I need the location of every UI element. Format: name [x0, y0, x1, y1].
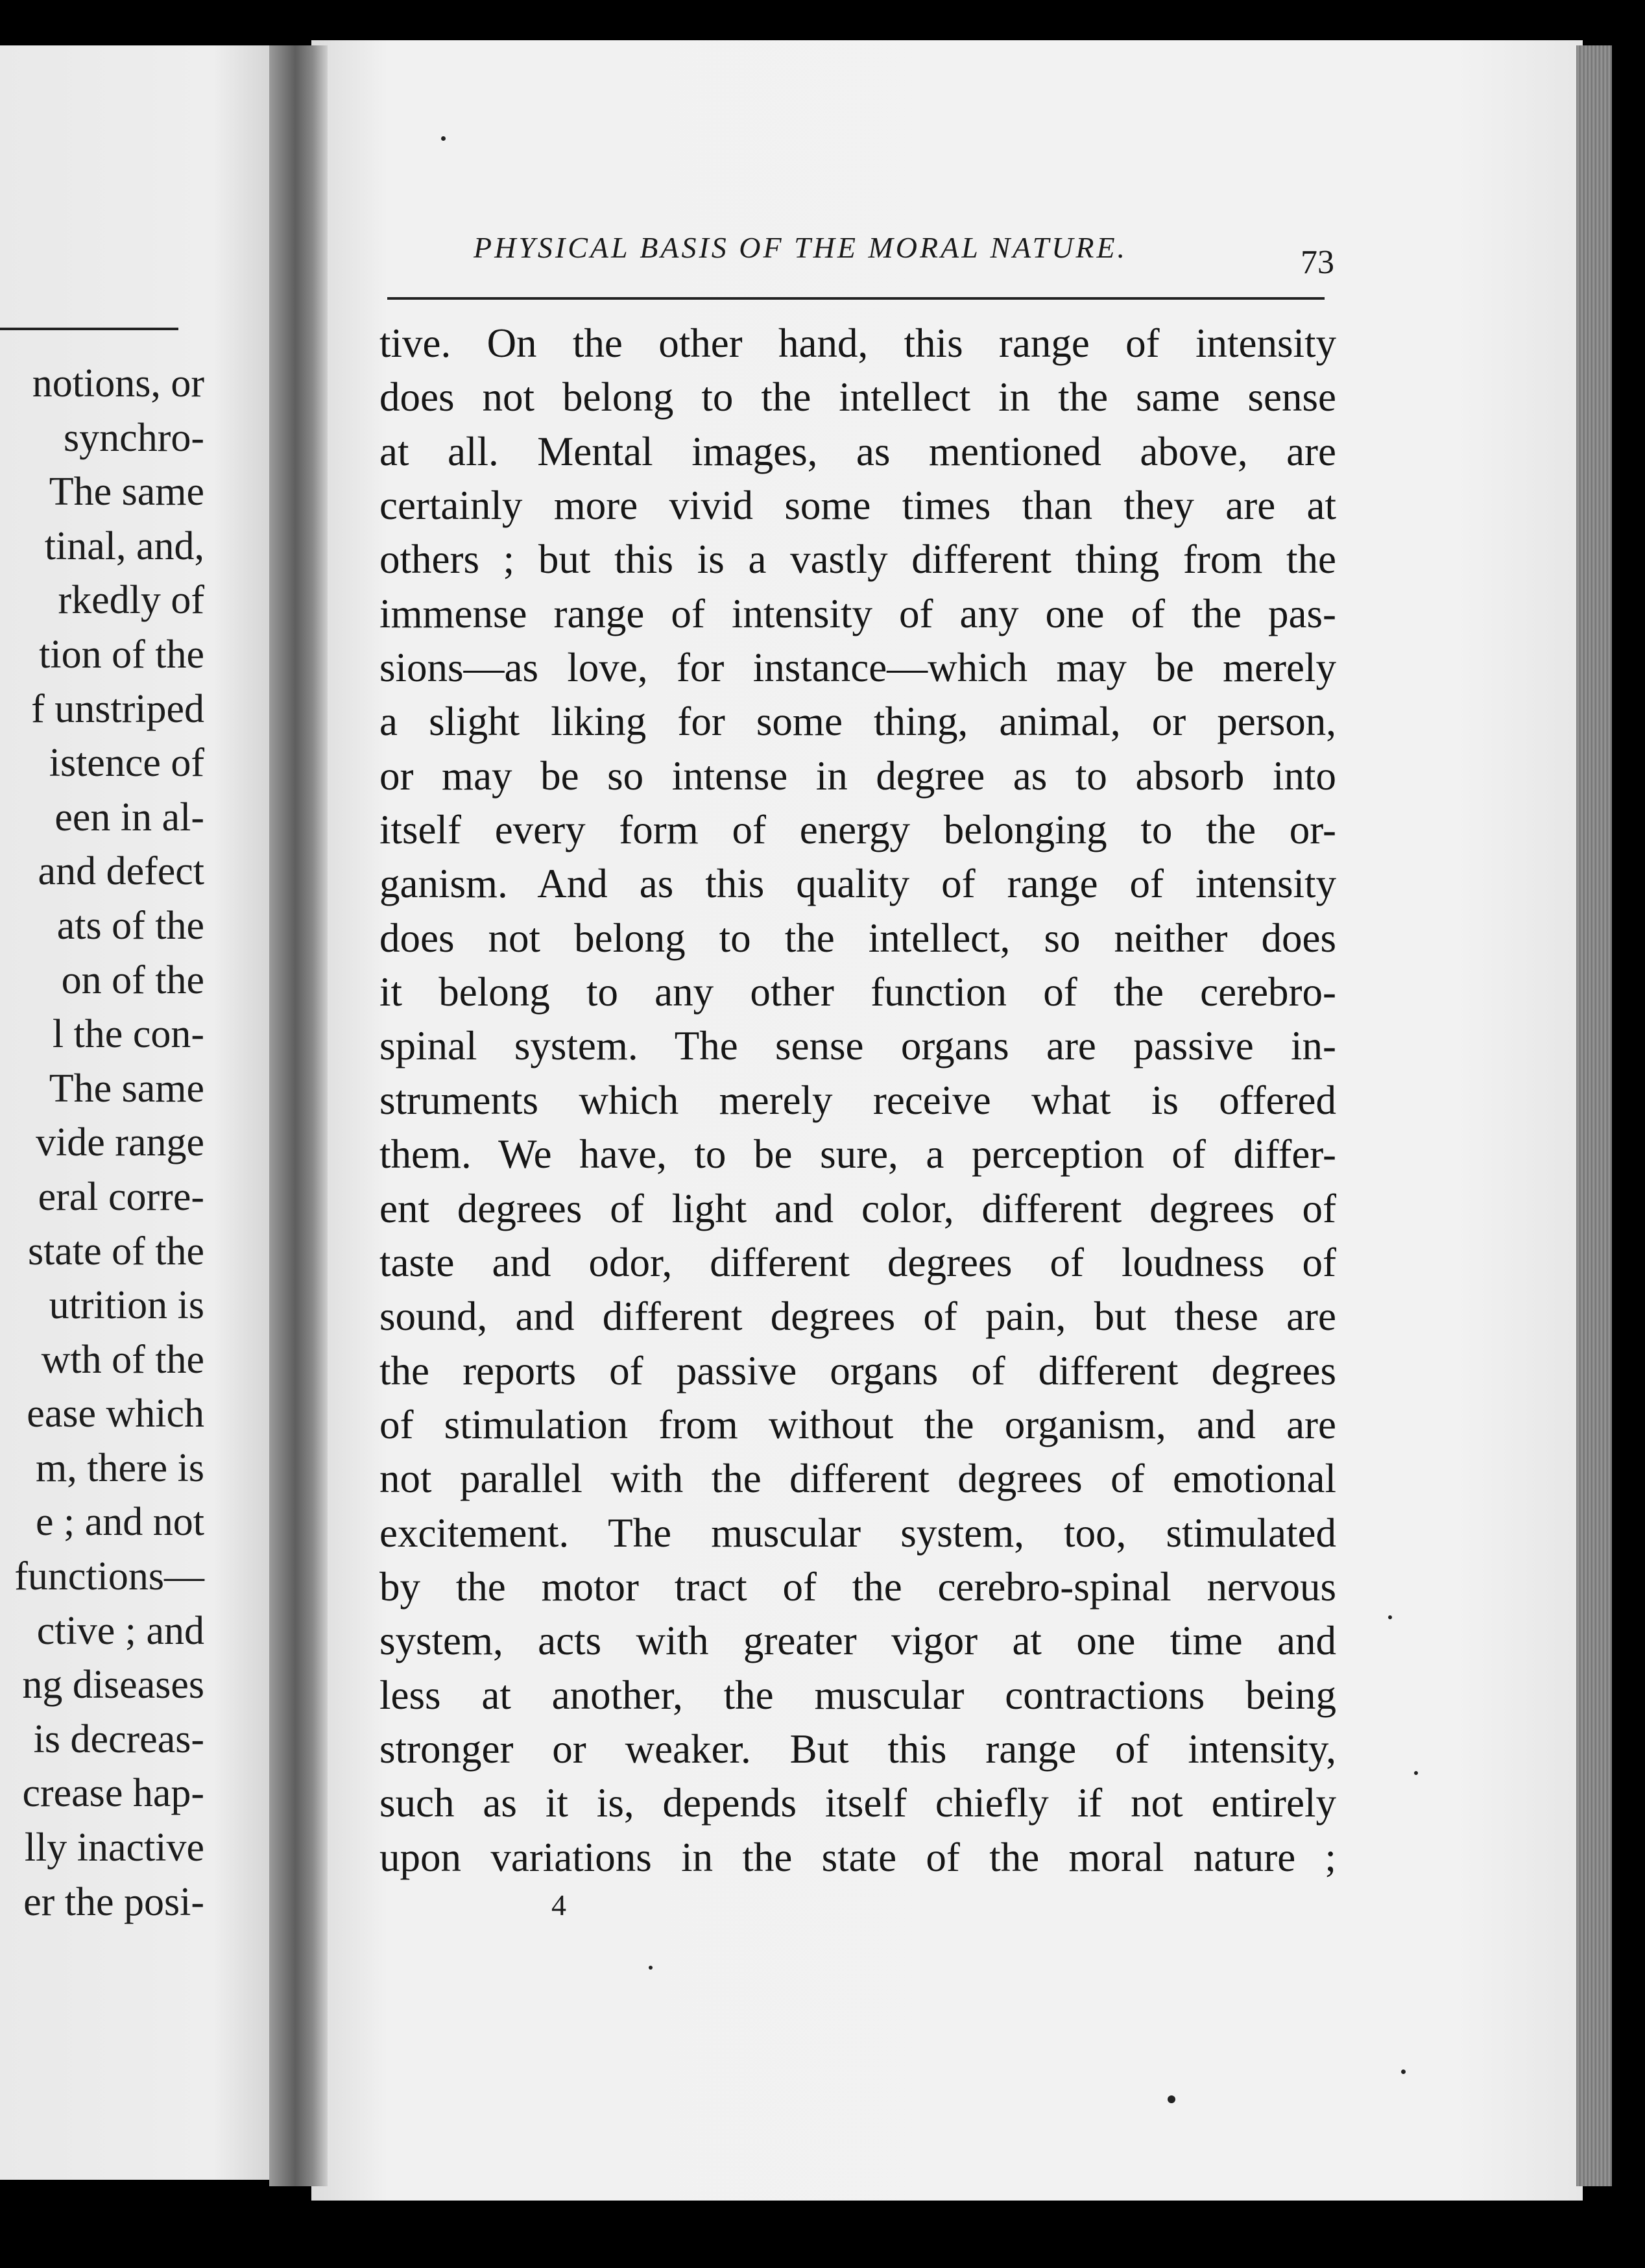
text-line: the reports of passive organs of different degrees: [379, 1347, 1336, 1393]
left-line: istence of: [49, 741, 204, 786]
left-page-head-rule: [0, 328, 178, 330]
text-line: sions—as love, for instance—which may be merely: [379, 645, 1336, 691]
text-line: ganism. And as this quality of range of intensity: [379, 861, 1336, 907]
text-line: of stimulation from without the organism, and are: [379, 1401, 1336, 1447]
left-line: state of the: [27, 1229, 204, 1273]
text-line: itself every form of energy belonging to the or-: [379, 807, 1336, 853]
text-line: certainly more vivid some times than they are at: [379, 483, 1336, 529]
text-line: others ; but this is a vastly different thing from the: [379, 537, 1336, 583]
left-line: ctive ; and: [36, 1608, 204, 1653]
left-page: [0, 45, 305, 2180]
text-line: a slight liking for some thing, animal, or person,: [379, 699, 1336, 745]
text-line: system, acts with greater vigor at one time and: [379, 1618, 1336, 1664]
left-line: on of the: [61, 958, 204, 1002]
text-line: excitement. The muscular system, too, stimulated: [379, 1510, 1336, 1556]
text-line: or may be so intense in degree as to absorb into: [379, 753, 1336, 799]
left-line: synchro-: [64, 415, 204, 460]
text-line: such as it is, depends itself chiefly if not entirely: [379, 1780, 1336, 1826]
text-line: stronger or weaker. But this range of intensity,: [379, 1726, 1336, 1772]
left-line: er the posi-: [23, 1879, 204, 1924]
body-text: [379, 317, 1336, 1885]
left-line: een in al-: [54, 795, 204, 839]
left-line: utrition is: [49, 1283, 204, 1328]
left-line: is decreas-: [33, 1717, 204, 1761]
page-edges: [1576, 45, 1612, 2186]
left-line: ats of the: [56, 903, 204, 948]
left-line: ease which: [27, 1392, 204, 1436]
left-line: l the con-: [52, 1012, 204, 1057]
text-line: tive. On the other hand, this range of intensity: [379, 320, 1336, 366]
left-line: tion of the: [39, 632, 204, 677]
left-page-text: [14, 357, 204, 1929]
left-line: rkedly of: [58, 578, 204, 623]
text-line: not parallel with the different degrees of emotional: [379, 1456, 1336, 1502]
left-line: ng diseases: [22, 1663, 204, 1707]
page-number: 73: [1301, 244, 1334, 281]
text-line: ent degrees of light and color, different degrees of: [379, 1185, 1336, 1231]
head-rule: [387, 297, 1325, 300]
text-line: it belong to any other function of the cerebro-: [379, 969, 1336, 1015]
text-line: immense range of intensity of any one of the pas-: [379, 590, 1336, 636]
left-line: lly inactive: [24, 1826, 204, 1870]
left-line: The same: [49, 1066, 204, 1111]
text-line: less at another, the muscular contractions being: [379, 1672, 1336, 1718]
left-line: eral corre-: [38, 1174, 204, 1219]
left-line: f unstriped: [31, 686, 204, 731]
left-line: notions, or: [32, 361, 204, 405]
left-line: e ; and not: [36, 1500, 204, 1545]
left-line: The same: [49, 470, 204, 514]
text-line: taste and odor, different degrees of loudness of: [379, 1239, 1336, 1285]
left-line: m, there is: [36, 1445, 204, 1490]
text-line: does not belong to the intellect in the same sense: [379, 374, 1336, 420]
running-head: PHYSICAL BASIS OF THE MORAL NATURE.: [474, 231, 1128, 264]
signature-mark: 4: [551, 1888, 566, 1922]
left-line: vide range: [36, 1120, 204, 1165]
text-line: by the motor tract of the cerebro-spinal nervous: [379, 1563, 1336, 1610]
text-line: them. We have, to be sure, a perception of differ-: [379, 1131, 1336, 1177]
left-line: and defect: [38, 849, 204, 894]
book-gutter-shadow: [269, 45, 328, 2186]
left-line: crease hap-: [22, 1771, 204, 1816]
text-line: struments which merely receive what is offered: [379, 1077, 1336, 1123]
text-line: at all. Mental images, as mentioned above, are: [379, 428, 1336, 474]
left-line: tinal, and,: [44, 524, 204, 568]
left-line: wth of the: [41, 1337, 204, 1382]
left-line: functions—: [14, 1554, 204, 1599]
text-line: sound, and different degrees of pain, but these are: [379, 1294, 1336, 1340]
text-line: upon variations in the state of the moral nature ;: [379, 1834, 1336, 1880]
text-line: spinal system. The sense organs are passive in-: [379, 1023, 1336, 1069]
text-line: does not belong to the intellect, so neither does: [379, 915, 1336, 961]
